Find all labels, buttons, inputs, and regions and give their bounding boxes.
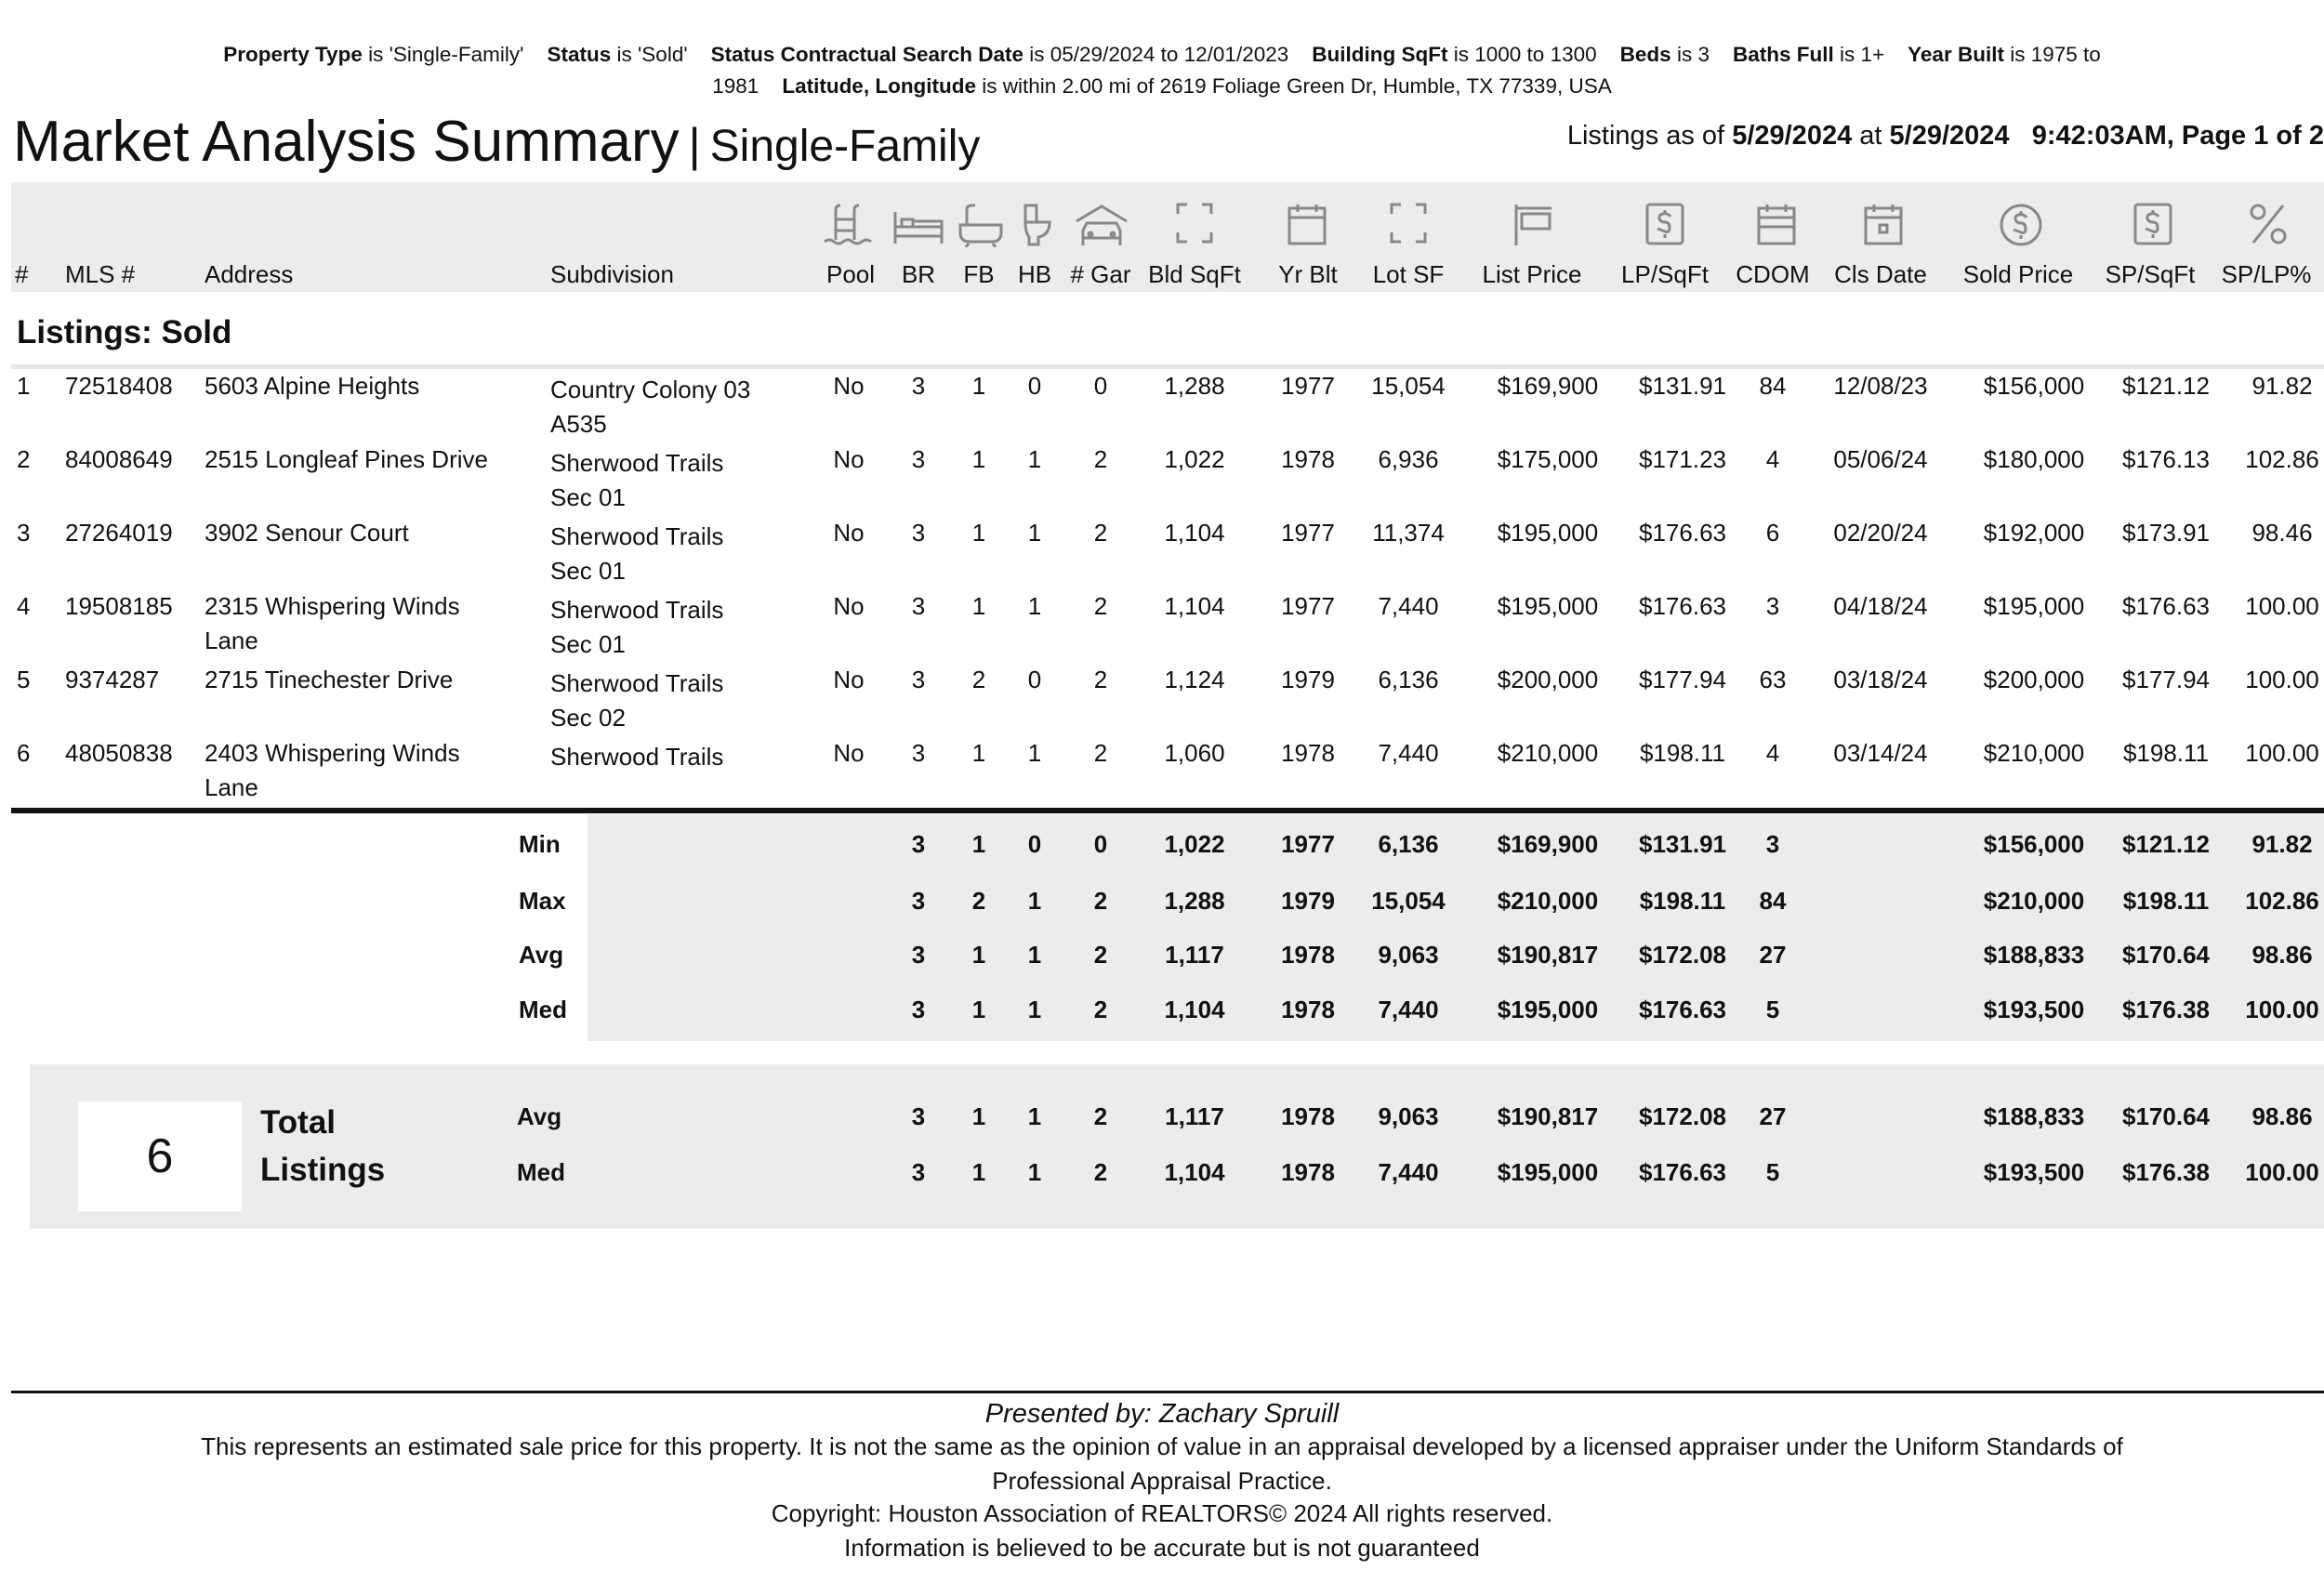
br-value: 3 — [911, 519, 926, 547]
lotsf-value: 6,136 — [1378, 666, 1439, 693]
col-header-fb: FB — [963, 260, 995, 288]
listings-as-of — [1567, 121, 2324, 152]
total-stat-label: Med — [517, 1158, 565, 1186]
stat-lotsf: 6,136 — [1378, 830, 1439, 858]
subdivision-line-2: Sec 01 — [550, 630, 626, 658]
lpsqft-value: $176.63 — [1639, 592, 1726, 620]
stat-fb: 1 — [971, 996, 986, 1023]
mls-number: 27264019 — [65, 519, 173, 547]
col-header-soldprice: Sold Price — [1962, 260, 2074, 288]
total-stat-splp: 100.00 — [2245, 1158, 2319, 1186]
listprice-value: $195,000 — [1497, 592, 1599, 620]
col-header-bldsqft: Bld SqFt — [1148, 260, 1241, 288]
stat-soldprice: $156,000 — [1983, 830, 2085, 858]
page-title-main: Market Analysis Summary — [13, 110, 680, 174]
row-number: 5 — [17, 666, 31, 693]
total-stat-bldsqft: 1,104 — [1164, 1158, 1225, 1186]
total-stat-cdom: 5 — [1765, 1158, 1780, 1186]
stat-gar: 0 — [1093, 830, 1108, 858]
bldsqft-value: 1,022 — [1164, 445, 1225, 473]
stat-cdom: 27 — [1759, 941, 1787, 969]
total-stat-fb: 1 — [971, 1102, 986, 1130]
soldprice-value: $210,000 — [1983, 739, 2085, 767]
subdivision: Sherwood Trails — [550, 669, 724, 697]
total-stat-hb: 1 — [1027, 1102, 1042, 1130]
stat-lotsf: 7,440 — [1378, 996, 1439, 1023]
lpsqft-value: $177.94 — [1639, 666, 1726, 693]
yrblt-value: 1977 — [1281, 372, 1335, 400]
lotsf-value: 7,440 — [1378, 592, 1439, 620]
row-number: 2 — [17, 445, 31, 473]
criteria-key: Baths Full — [1732, 43, 1834, 66]
stat-bldsqft: 1,288 — [1164, 887, 1225, 915]
subdivision-line-2: Sec 02 — [550, 704, 626, 732]
listprice-value: $210,000 — [1497, 739, 1599, 767]
gar-value: 2 — [1093, 666, 1108, 693]
fb-value: 1 — [971, 372, 986, 400]
col-header-pool: Pool — [825, 260, 876, 288]
stat-br: 3 — [911, 941, 926, 969]
clsdate-value: 02/20/24 — [1833, 519, 1928, 547]
row-number: 6 — [17, 739, 31, 767]
lotsf-value: 7,440 — [1378, 739, 1439, 767]
criteria-value: is 05/29/2024 to 12/01/2023 — [1023, 43, 1289, 66]
mls-number: 19508185 — [65, 592, 173, 620]
yrblt-value: 1978 — [1281, 445, 1335, 473]
splp-value: 98.46 — [2251, 519, 2313, 547]
stat-hb: 1 — [1027, 941, 1042, 969]
stat-label: Min — [519, 830, 561, 858]
col-header-gar: # Gar — [1070, 260, 1131, 288]
lotsf-value: 15,054 — [1371, 372, 1446, 400]
total-stat-lpsqft: $176.63 — [1639, 1158, 1726, 1186]
total-stat-listprice: $195,000 — [1497, 1158, 1599, 1186]
col-header-splp: SP/LP% — [2221, 260, 2312, 288]
area-icon — [1390, 203, 1427, 247]
soldprice-value: $200,000 — [1983, 666, 2085, 693]
gar-value: 2 — [1093, 519, 1108, 547]
cdom-value: 4 — [1765, 739, 1780, 767]
soldprice-value: $156,000 — [1983, 372, 2085, 400]
stat-label: Max — [519, 887, 566, 915]
col-header-cdom: CDOM — [1736, 260, 1810, 288]
search-criteria — [112, 39, 2212, 102]
address: 3902 Senour Court — [205, 519, 409, 547]
bed-icon — [892, 203, 944, 247]
subdivision-line-2: Sec 01 — [550, 557, 626, 585]
col-header-subdivision: Subdivision — [550, 260, 674, 288]
criteria-key: Property Type — [223, 43, 363, 66]
bldsqft-value: 1,104 — [1164, 592, 1225, 620]
subdivision: Country Colony 03 — [550, 376, 751, 403]
stat-gar: 2 — [1093, 996, 1108, 1023]
hb-value: 1 — [1027, 739, 1042, 767]
listprice-value: $175,000 — [1497, 445, 1599, 473]
total-stat-spsqft: $176.38 — [2122, 1158, 2210, 1186]
stat-splp: 98.86 — [2251, 941, 2313, 969]
address: 2403 Whispering Winds — [205, 739, 460, 767]
spsqft-value: $177.94 — [2122, 666, 2210, 693]
stat-cdom: 5 — [1765, 996, 1780, 1023]
criteria-value: is 1+ — [1833, 43, 1885, 66]
spsqft-value: $176.63 — [2122, 592, 2210, 620]
criteria-value: 1981 — [712, 74, 759, 98]
br-value: 3 — [911, 739, 926, 767]
stat-fb: 1 — [971, 941, 986, 969]
stat-yrblt: 1978 — [1281, 996, 1335, 1023]
col-header-mls: MLS # — [65, 260, 136, 288]
clsdate-value: 04/18/24 — [1833, 592, 1928, 620]
hb-value: 1 — [1027, 519, 1042, 547]
toilet-icon — [1018, 203, 1055, 247]
listprice-value: $169,900 — [1497, 372, 1599, 400]
address: 2315 Whispering Winds — [205, 592, 460, 620]
percent-icon — [2248, 203, 2289, 247]
stat-label: Med — [519, 996, 567, 1023]
total-stat-soldprice: $193,500 — [1983, 1158, 2085, 1186]
fb-value: 1 — [971, 739, 986, 767]
spsqft-value: $121.12 — [2122, 372, 2210, 400]
asof-prefix: Listings as of — [1566, 121, 1733, 151]
criteria-value: is 1975 to — [2003, 43, 2101, 66]
subdivision: Sherwood Trails — [550, 449, 724, 477]
col-header-br: BR — [901, 260, 936, 288]
row-number: 1 — [17, 372, 31, 400]
bldsqft-value: 1,288 — [1164, 372, 1225, 400]
stat-br: 3 — [911, 830, 926, 858]
lpsqft-value: $198.11 — [1639, 739, 1726, 767]
footer-divider — [11, 1391, 2324, 1393]
criteria-value: is within 2.00 mi of 2619 Foliage Green Dr, Humble, TX 77339, USA — [976, 74, 1612, 98]
br-value: 3 — [911, 372, 926, 400]
subdivision: Sherwood Trails — [550, 522, 724, 550]
fb-value: 1 — [971, 592, 986, 620]
cdom-value: 3 — [1765, 592, 1780, 620]
col-header-lotsf: Lot SF — [1372, 260, 1445, 288]
stat-cdom: 3 — [1765, 830, 1780, 858]
total-stat-splp: 98.86 — [2251, 1102, 2313, 1130]
yrblt-value: 1977 — [1281, 592, 1335, 620]
stat-br: 3 — [911, 996, 926, 1023]
cdom-value: 4 — [1765, 445, 1780, 473]
stat-listprice: $169,900 — [1497, 830, 1599, 858]
col-header-lpsqft: LP/SqFt — [1621, 260, 1709, 288]
stat-bldsqft: 1,117 — [1165, 941, 1224, 969]
criteria-line-2 — [712, 74, 1611, 98]
stat-splp: 91.82 — [2251, 830, 2313, 858]
br-value: 3 — [911, 666, 926, 693]
title-separator: | — [688, 119, 701, 171]
criteria-value: is 'Single-Family' — [362, 43, 524, 66]
stat-gar: 2 — [1093, 887, 1108, 915]
total-stat-soldprice: $188,833 — [1983, 1102, 2085, 1130]
total-stat-lotsf: 7,440 — [1378, 1158, 1439, 1186]
stat-hb: 0 — [1027, 830, 1042, 858]
stat-fb: 1 — [971, 830, 986, 858]
stat-label: Avg — [519, 941, 564, 969]
copyright: Copyright: Houston Association of REALTORS© 2024 All rights reserved. — [771, 1499, 1553, 1527]
col-header-spsqft: SP/SqFt — [2105, 260, 2196, 288]
criteria-key: Status Contractual Search Date — [710, 43, 1024, 66]
yrblt-value: 1979 — [1281, 666, 1335, 693]
stat-yrblt: 1977 — [1281, 830, 1335, 858]
criteria-key: Latitude, Longitude — [782, 74, 977, 98]
lpsqft-value: $131.91 — [1639, 372, 1726, 400]
cdom-value: 6 — [1765, 519, 1780, 547]
clsdate-value: 03/14/24 — [1833, 739, 1928, 767]
total-stat-lotsf: 9,063 — [1378, 1102, 1439, 1130]
listprice-value: $200,000 — [1497, 666, 1599, 693]
stat-soldprice: $188,833 — [1983, 941, 2085, 969]
criteria-key: Status — [547, 43, 612, 66]
stat-fb: 2 — [971, 887, 986, 915]
page-subtitle: Single-Family — [709, 122, 981, 171]
hb-value: 1 — [1027, 445, 1042, 473]
splp-value: 100.00 — [2245, 592, 2319, 620]
asof-time-page: 9:42:03AM, Page 1 of 2 — [2031, 121, 2324, 151]
soldprice-value: $192,000 — [1983, 519, 2085, 547]
mls-number: 9374287 — [65, 666, 160, 693]
mls-number: 48050838 — [65, 739, 173, 767]
disclaimer: This represents an estimated sale price for this property. It is not the same as the opinion of value in an appraisal developed by a licensed appraiser under the Uniform Standards of Professional Appraisal Practice. — [201, 1432, 2123, 1495]
total-stat-br: 3 — [911, 1102, 926, 1130]
subdivision: Sherwood Trails — [550, 596, 724, 624]
stat-lpsqft: $131.91 — [1639, 830, 1726, 858]
accuracy-notice: Information is believed to be accurate but is not guaranteed — [844, 1534, 1480, 1562]
clsdate-value: 12/08/23 — [1833, 372, 1928, 400]
clsdate-value: 05/06/24 — [1833, 445, 1928, 473]
total-label — [260, 1099, 446, 1194]
dollar-doc-icon — [2133, 203, 2172, 247]
total-stat-listprice: $190,817 — [1497, 1102, 1599, 1130]
stat-bldsqft: 1,022 — [1164, 830, 1225, 858]
criteria-line-1 — [223, 43, 2101, 66]
lotsf-value: 11,374 — [1372, 519, 1445, 547]
gar-value: 2 — [1093, 739, 1108, 767]
total-stat-bldsqft: 1,117 — [1165, 1102, 1224, 1130]
stat-spsqft: $198.11 — [2122, 887, 2210, 915]
yrblt-value: 1977 — [1281, 519, 1335, 547]
pool-value: No — [833, 592, 865, 620]
gar-value: 0 — [1093, 372, 1108, 400]
total-stat-fb: 1 — [971, 1158, 986, 1186]
stat-spsqft: $121.12 — [2122, 830, 2210, 858]
mls-number: 84008649 — [65, 445, 173, 473]
splp-value: 91.82 — [2251, 372, 2313, 400]
stat-gar: 2 — [1093, 941, 1108, 969]
criteria-key: Year Built — [1908, 43, 2004, 66]
col-header-yrblt: Yr Blt — [1278, 260, 1338, 288]
subdivision-line-2: Sec 01 — [550, 483, 626, 511]
total-label-line-2: Listings — [260, 1152, 386, 1188]
pool-value: No — [833, 372, 865, 400]
dollar-doc-icon — [1645, 203, 1684, 247]
asof-date: 5/29/2024 — [1732, 121, 1853, 151]
bathtub-icon — [957, 203, 1004, 247]
total-label-line-1: Total — [260, 1104, 337, 1141]
dollar-circle-icon — [1999, 203, 2043, 247]
stat-bldsqft: 1,104 — [1164, 996, 1225, 1023]
splp-value: 102.86 — [2245, 445, 2319, 473]
stat-lotsf: 9,063 — [1378, 941, 1439, 969]
pool-icon — [823, 203, 878, 247]
calendar-icon — [1757, 203, 1796, 247]
area-icon — [1176, 203, 1213, 247]
total-stat-spsqft: $170.64 — [2122, 1102, 2210, 1130]
listprice-value: $195,000 — [1497, 519, 1599, 547]
presented-by: Presented by: Zachary Spruill — [984, 1399, 1340, 1429]
total-stat-lpsqft: $172.08 — [1639, 1102, 1726, 1130]
stat-br: 3 — [911, 887, 926, 915]
yrblt-value: 1978 — [1281, 739, 1335, 767]
criteria-value: is 3 — [1670, 43, 1710, 66]
stat-soldprice: $193,500 — [1983, 996, 2085, 1023]
page-title — [13, 110, 980, 179]
soldprice-value: $180,000 — [1983, 445, 2085, 473]
stat-yrblt: 1978 — [1281, 941, 1335, 969]
stat-spsqft: $170.64 — [2122, 941, 2210, 969]
criteria-value: is 'Sold' — [611, 43, 688, 66]
br-value: 3 — [911, 445, 926, 473]
bldsqft-value: 1,124 — [1164, 666, 1225, 693]
lpsqft-value: $171.23 — [1639, 445, 1726, 473]
fb-value: 1 — [971, 445, 986, 473]
col-header-listprice: List Price — [1482, 260, 1582, 288]
total-count: 6 — [78, 1102, 242, 1211]
criteria-key: Building SqFt — [1312, 43, 1448, 66]
hb-value: 0 — [1027, 372, 1042, 400]
stat-lpsqft: $172.08 — [1639, 941, 1726, 969]
br-value: 3 — [911, 592, 926, 620]
total-stat-yrblt: 1978 — [1281, 1102, 1335, 1130]
cdom-value: 63 — [1759, 666, 1787, 693]
subdivision: Sherwood Trails — [550, 743, 724, 771]
pool-value: No — [833, 739, 865, 767]
stat-hb: 1 — [1027, 996, 1042, 1023]
total-stat-cdom: 27 — [1759, 1102, 1787, 1130]
total-stat-yrblt: 1978 — [1281, 1158, 1335, 1186]
col-header-num: # — [15, 260, 29, 288]
splp-value: 100.00 — [2245, 666, 2319, 693]
hb-value: 1 — [1027, 592, 1042, 620]
col-header-hb: HB — [1017, 260, 1052, 288]
total-stat-hb: 1 — [1027, 1158, 1042, 1186]
bldsqft-value: 1,060 — [1164, 739, 1225, 767]
total-stat-label: Avg — [517, 1102, 562, 1130]
gar-value: 2 — [1093, 592, 1108, 620]
col-header-clsdate: Cls Date — [1834, 260, 1927, 288]
stat-yrblt: 1979 — [1281, 887, 1335, 915]
address-line-2: Lane — [205, 627, 258, 654]
criteria-key: Beds — [1619, 43, 1671, 66]
garage-icon — [1074, 203, 1129, 247]
stat-splp: 102.86 — [2245, 887, 2319, 915]
mls-number: 72518408 — [65, 372, 173, 400]
stat-cdom: 84 — [1759, 887, 1787, 915]
subdivision-line-2: A535 — [550, 410, 607, 438]
calendar-icon — [1287, 203, 1327, 247]
total-stat-br: 3 — [911, 1158, 926, 1186]
row-number: 3 — [17, 519, 31, 547]
bldsqft-value: 1,104 — [1164, 519, 1225, 547]
sign-icon — [1511, 203, 1555, 247]
pool-value: No — [833, 666, 865, 693]
stat-lotsf: 15,054 — [1371, 887, 1446, 915]
row-number: 4 — [17, 592, 31, 620]
col-header-address: Address — [205, 260, 294, 288]
address: 2515 Longleaf Pines Drive — [205, 445, 488, 473]
stat-hb: 1 — [1027, 887, 1042, 915]
stat-lpsqft: $176.63 — [1639, 996, 1726, 1023]
soldprice-value: $195,000 — [1983, 592, 2085, 620]
asof-date-2: 5/29/2024 — [1889, 121, 2010, 151]
gar-value: 2 — [1093, 445, 1108, 473]
criteria-value: is 1000 to 1300 — [1447, 43, 1597, 66]
lotsf-value: 6,936 — [1378, 445, 1439, 473]
calendar-icon — [1864, 203, 1903, 247]
stat-listprice: $195,000 — [1497, 996, 1599, 1023]
stat-soldprice: $210,000 — [1983, 887, 2085, 915]
pool-value: No — [833, 445, 865, 473]
spsqft-value: $198.11 — [2122, 739, 2210, 767]
address-line-2: Lane — [205, 773, 258, 801]
stat-listprice: $190,817 — [1497, 941, 1599, 969]
stat-listprice: $210,000 — [1497, 887, 1599, 915]
spsqft-value: $173.91 — [2122, 519, 2210, 547]
stat-lpsqft: $198.11 — [1639, 887, 1726, 915]
stat-splp: 100.00 — [2245, 996, 2319, 1023]
fb-value: 2 — [971, 666, 986, 693]
pool-value: No — [833, 519, 865, 547]
clsdate-value: 03/18/24 — [1833, 666, 1928, 693]
address: 5603 Alpine Heights — [205, 372, 420, 400]
splp-value: 100.00 — [2245, 739, 2319, 767]
spsqft-value: $176.13 — [2122, 445, 2210, 473]
address: 2715 Tinechester Drive — [205, 666, 454, 693]
stat-spsqft: $176.38 — [2122, 996, 2210, 1023]
table-divider — [11, 808, 2324, 813]
fb-value: 1 — [971, 519, 986, 547]
hb-value: 0 — [1027, 666, 1042, 693]
section-label: Listings: Sold — [17, 314, 232, 350]
total-stat-gar: 2 — [1093, 1158, 1108, 1186]
asof-mid: at — [1852, 121, 1890, 151]
total-stat-gar: 2 — [1093, 1102, 1108, 1130]
lpsqft-value: $176.63 — [1639, 519, 1726, 547]
cdom-value: 84 — [1759, 372, 1787, 400]
